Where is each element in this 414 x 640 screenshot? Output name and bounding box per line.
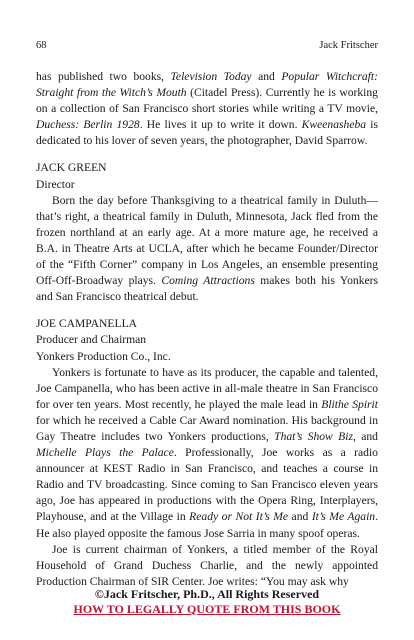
- italic-title: Duchess: Berlin 1928: [36, 118, 140, 132]
- bio-paragraph: has published two books, Television Today and Popular Witchcraft: Straight from the Witch’s Mouth (Citadel Press). Currently he is working on a collection of San Francisco short stories while writing a TV movie, Duchess: Berlin 1928. He lives it up to write it down. Kweenasheba is dedicated to his lover of seven years, the photographer, David Sparrow.: [36, 70, 378, 148]
- italic-title: Coming Attractions: [161, 274, 255, 288]
- bio-paragraph: Born the day before Thanksgiving to a theatrical family in Duluth—that’s right, a theatrical family in Duluth, Minnesota, Jack fled from the frozen northland at an early age. At a more mature age, he received a B.A. in Theatre Arts at UCLA, after which he became Founder/Director of the “Fifth Corner” company in Los Angeles, an ensemble presenting Off-Off-Broadway plays. Coming Attractions makes both his Yonkers and San Francisco theatrical debut.: [36, 193, 379, 304]
- italic-title: It’s Me Again: [311, 510, 376, 524]
- bio-paragraph: Joe is current chairman of Yonkers, a titled member of the Royal Household of Grand Duchess Charlie, and the newly appointed Production Chairman of SIR Center. Joe writes: “You may ask why: [36, 542, 378, 588]
- italic-title: Ready or Not It’s Me: [189, 510, 289, 524]
- person-name: JACK GREEN: [36, 161, 107, 175]
- person-organization: Yonkers Production Co., Inc.: [36, 349, 171, 363]
- page-number: 68: [36, 40, 47, 51]
- bio-paragraph: Yonkers is fortunate to have as its producer, the capable and talented, Joe Campanella, who has been active in all-male theatre in San Francisco for over ten years. Most recently, he played the male lead in Blithe Spirit for which he received a Cable Car Award nomination. His background in Gay Theatre includes two Yonkers productions, That’s Show Biz, and Michelle Plays the Palace. Professionally, Joe works as a radio announcer at KEST Radio in San Francisco, and teaches a course in Radio and TV broadcasting. Since coming to San Francisco eleven years ago, Joe has appeared in productions with the Opera Ring, Interplayers, Playhouse, and at the Village in Ready or Not It’s Me and It’s Me Again. He also played opposite the famous Jose Sarria in many spoof operas.: [36, 365, 378, 540]
- italic-title: Kweenasheba: [301, 118, 367, 132]
- italic-title: Michelle Plays the Palace: [36, 446, 174, 460]
- italic-title: Television Today: [170, 70, 252, 83]
- page-body: [36, 69, 378, 590]
- page-header: [36, 40, 378, 54]
- page-footer: [0, 587, 414, 617]
- italic-title: Popular Witchcraft: Straight from the Witch’s Mouth: [36, 70, 378, 100]
- italic-title: That’s Show Biz: [274, 429, 353, 443]
- copyright-notice: ©Jack Fritscher, Ph.D., All Rights Reserved: [94, 587, 320, 601]
- person-name: JOE CAMPANELLA: [36, 317, 138, 331]
- person-role: Director: [36, 177, 75, 191]
- person-role: Producer and Chairman: [36, 333, 147, 347]
- running-head: Jack Fritscher: [319, 40, 378, 51]
- italic-title: Blithe Spirit: [321, 397, 378, 411]
- quote-policy-link[interactable]: HOW TO LEGALLY QUOTE FROM THIS BOOK: [73, 602, 341, 616]
